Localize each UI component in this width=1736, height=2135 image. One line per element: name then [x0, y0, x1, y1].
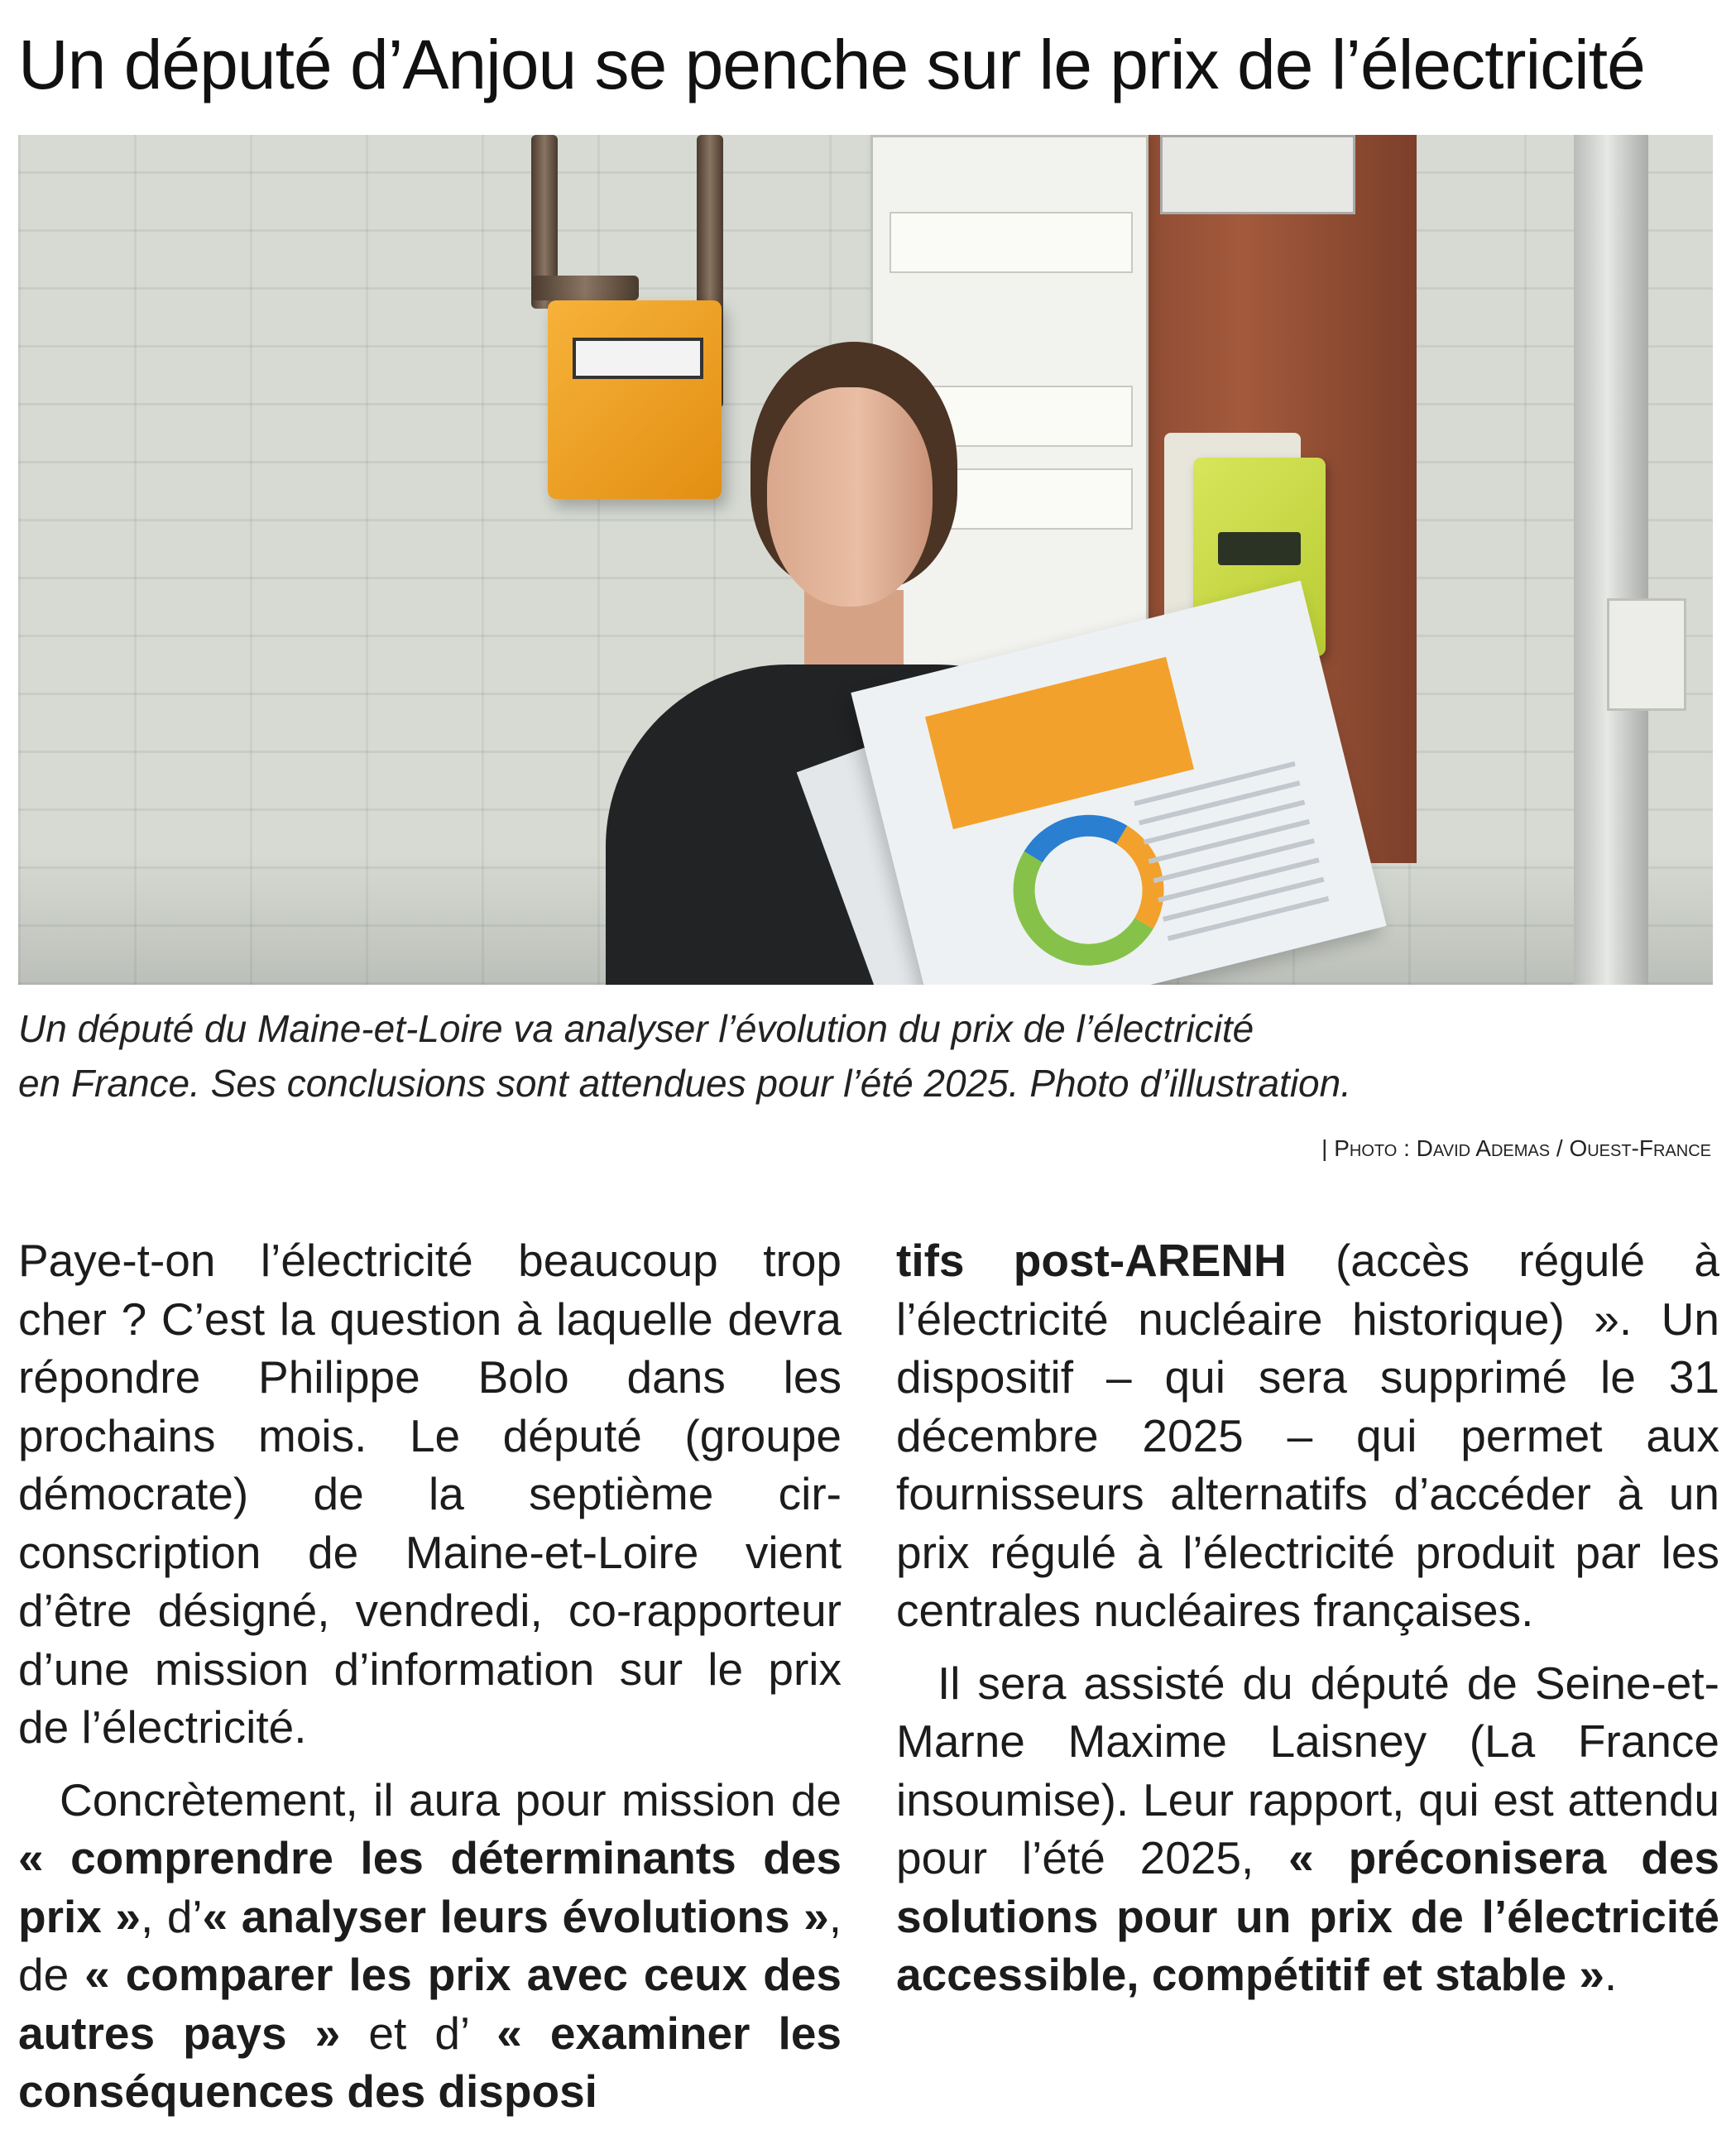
- quote: « analyser leurs évolutions »: [202, 1890, 829, 1942]
- quote: « comprendre les déterminants des prix »: [18, 1832, 842, 1942]
- quote: « comparer les prix avec ceux des autres pays »: [18, 1949, 842, 2059]
- quote: « examiner les conséquences des disposi: [18, 2007, 842, 2117]
- photo-breaker-box: [1160, 135, 1355, 214]
- paragraph: Paye-t-on l’électricité beaucoup trop cher ? C’est la question à laquelle devra répondre Philippe Bolo dans les prochains mois. Le député (groupe démocrate) de la septième circonscription de Maine-et-Loire vient d’être désigné, vendredi, co-rapporteur d’une mission d’information sur le prix de l’électricité.: [18, 1235, 842, 1753]
- photo-caption: [18, 1001, 1723, 1111]
- caption-line: en France. Ses conclusions sont attendues pour l’été 2025. Photo d’illustration.: [18, 1062, 1351, 1105]
- article-column-left: [18, 1231, 842, 2135]
- quote: « préconisera des solutions pour un prix de l’électricité accessible, compétitif et stable »: [896, 1832, 1720, 2000]
- article-column-right: [896, 1231, 1719, 2018]
- article-photo: [18, 135, 1713, 985]
- headline: Un député d’Anjou se penche sur le prix de l’électricité: [18, 26, 1645, 103]
- paragraph: Il sera assisté du député de Seine-et-Marne Maxime Laisney (La France insoumise). Leur rapport, qui est attendu pour l’été 2025, « préconisera des solutions pour un prix de l’électricité accessible, compétitif et stable ».: [896, 1657, 1720, 2000]
- photo-credit: | Photo : David Ademas / Ouest-France: [1321, 1135, 1711, 1161]
- photo-pipe: [531, 276, 639, 300]
- photo-drain-pipe: [1574, 135, 1648, 985]
- paragraph: tifs post-ARENH (accès régulé à l’électricité nucléaire historique) ». Un dispositif – qui sera supprimé le 31 décembre 2025 – qui permet aux fournisseurs alternatifs d’accéder à un prix régulé à l’électricité produit par les centrales nucléaires françaises.: [896, 1235, 1719, 1636]
- paragraph: Concrètement, il aura pour mission de « comprendre les déterminants des prix », d’« analyser leurs évolutions », de « comparer les prix avec ceux des autres pays » et d’ « examiner les conséquences des disposi: [18, 1773, 842, 2117]
- photo-wall-outlet: [1607, 598, 1686, 711]
- caption-line: Un député du Maine-et-Loire va analyser l’évolution du prix de l’électricité: [18, 1007, 1254, 1050]
- quote: tifs post-ARENH: [896, 1235, 1287, 1286]
